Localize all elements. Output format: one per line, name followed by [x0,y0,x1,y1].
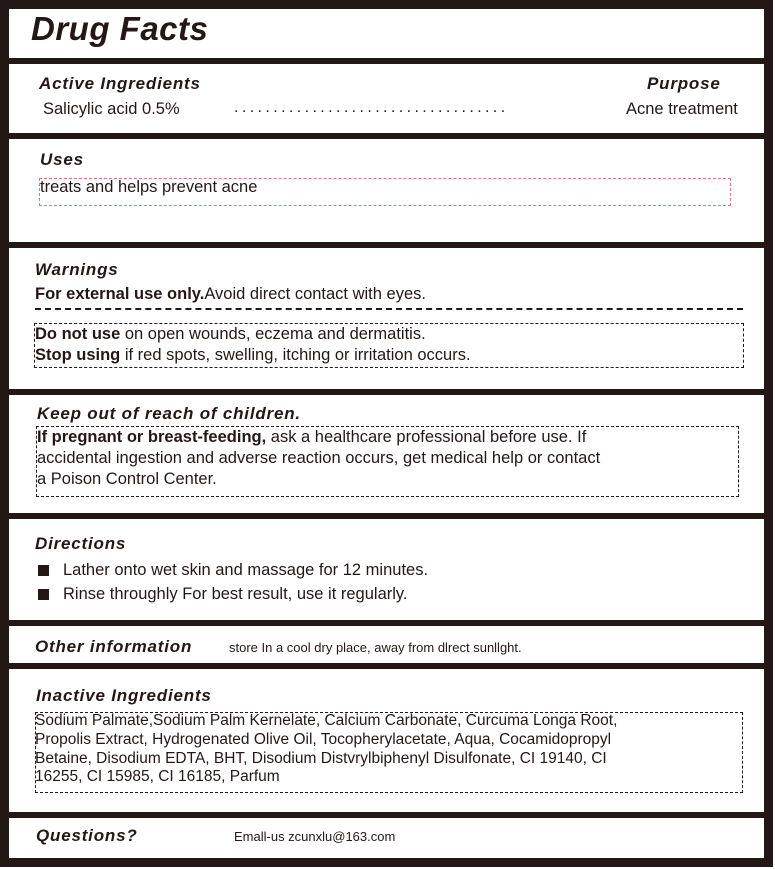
other-information-heading: Other information [35,637,193,656]
do-not-use-bold: Do not use [35,325,121,343]
stop-using-warning [35,345,471,366]
direction-item: Lather onto wet skin and massage for 12 minutes. [63,561,429,579]
pregnancy-warning-line3: a Poison Control Center. [37,470,217,488]
stop-using-text: if red spots, swelling, itching or irritation occurs. [120,346,471,364]
bullet-icon [38,589,49,600]
section-divider [9,58,765,64]
active-ingredients-heading: Active Ingredients [39,74,201,93]
inactive-line: Betaine, Disodium EDTA, BHT, Disodium Distvrylbiphenyl Disulfonate, CI 19140, CI [35,750,607,767]
pregnancy-warning-line2: accidental ingestion and adverse reaction occurs, get medical help or contact [37,449,601,467]
uses-heading: Uses [40,150,84,169]
warnings-dashed-divider [35,308,743,310]
section-divider [9,389,765,395]
do-not-use-warning [35,324,426,345]
section-divider [9,133,765,139]
external-use-warning [35,285,426,304]
contact-email[interactable]: Emall-us zcunxlu@163.com [234,829,396,844]
inactive-line: 16255, CI 15985, CI 16185, Parfum [35,768,280,785]
purpose-value: Acne treatment [626,100,738,118]
pregnancy-text: ask a healthcare professional before use. If [266,428,587,446]
page-title: Drug Facts [31,10,209,47]
external-use-bold: For external use only. [35,285,205,303]
section-divider [9,513,765,519]
purpose-heading: Purpose [647,74,721,93]
questions-heading: Questions? [36,826,138,845]
section-divider [9,620,765,626]
pregnancy-warning-line1 [37,427,586,448]
do-not-use-text: on open wounds, eczema and dermatitis. [120,325,426,343]
other-information-text: store In a cool dry place, away from dlrect sunllght. [229,640,522,655]
pregnancy-bold: If pregnant or breast-feeding, [37,428,267,446]
inactive-line: Propolis Extract, Hydrogenated Olive Oil, Tocopherylacetate, Aqua, Cocamidopropyl [35,731,612,748]
inactive-line: Sodium Palmate,Sodium Palm Kernelate, Calcium Carbonate, Curcuma Longa Root, [35,712,618,729]
active-ingredient: Salicylic acid 0.5% [43,100,180,118]
inactive-ingredients-heading: Inactive Ingredients [36,686,212,705]
warnings-heading: Warnings [35,260,119,279]
bullet-icon [38,565,49,576]
section-divider [9,242,765,248]
keep-out-of-reach-heading: Keep out of reach of children. [37,404,301,423]
directions-heading: Directions [35,534,127,553]
external-use-text: Avoid direct contact with eyes. [204,285,426,303]
section-divider [9,663,765,669]
direction-item: Rinse throughly For best result, use it regularly. [63,585,408,603]
uses-text: treats and helps prevent acne [40,178,258,196]
dot-leader: ................................... [234,99,509,116]
section-divider [9,812,765,818]
stop-using-bold: Stop using [35,346,121,364]
